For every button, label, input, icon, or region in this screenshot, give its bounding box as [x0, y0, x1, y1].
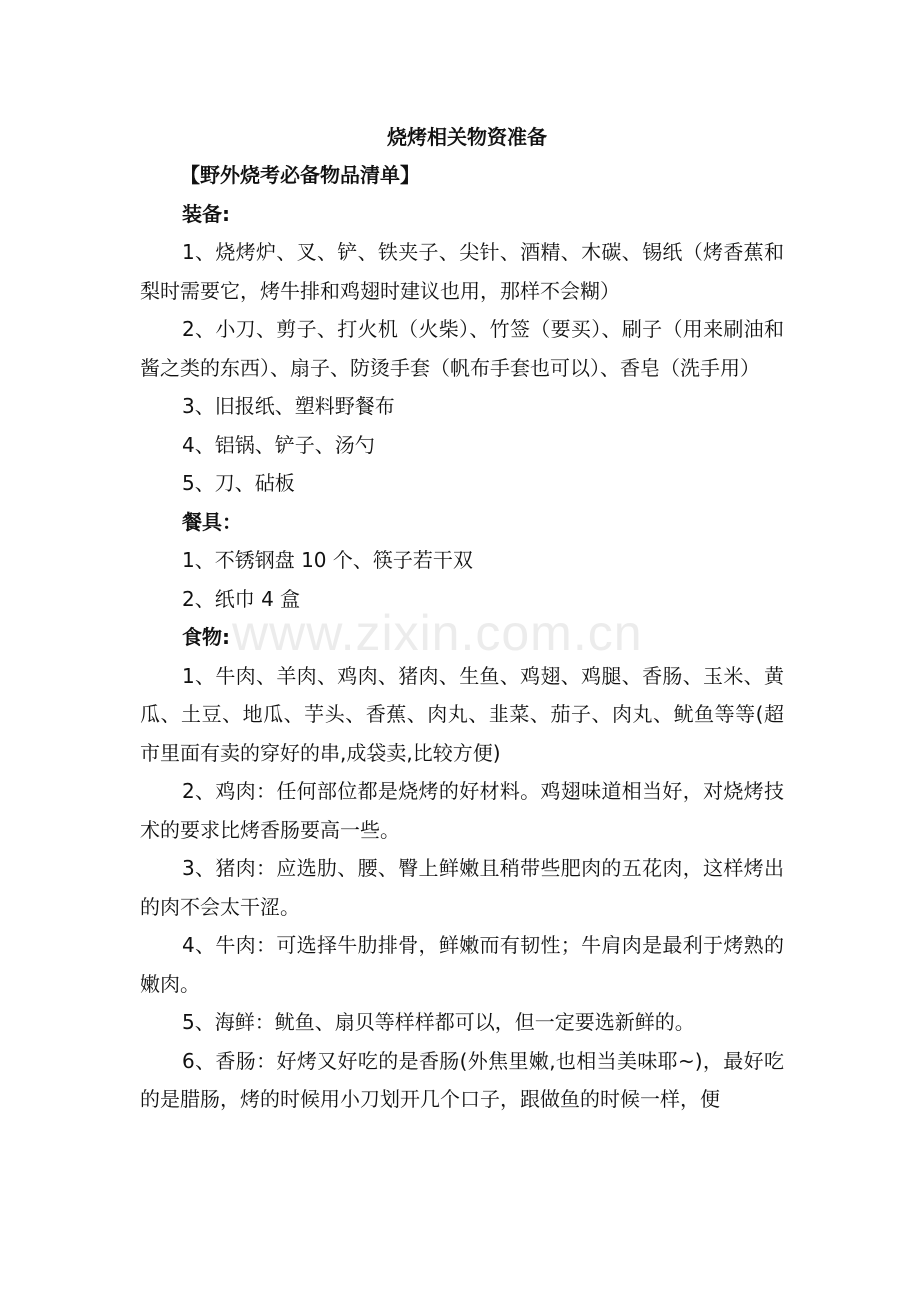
food-item: 1、牛肉、羊肉、鸡肉、猪肉、生鱼、鸡翅、鸡腿、香肠、玉米、黄瓜、土豆、地瓜、芋头、香蕉、肉丸、韭菜、茄子、肉丸、鱿鱼等等(超市里面有卖的穿好的串,成袋卖,比较方便) — [140, 663, 784, 765]
document-body — [140, 118, 784, 1119]
equipment-item: 2、小刀、剪子、打火机（火柴）、竹签（要买）、刷子（用来刷油和酱之类的东西）、扇子、防烫手套（帆布手套也可以）、香皂（洗手用） — [140, 317, 784, 380]
document-title: 烧烤相关物资准备 — [387, 125, 547, 149]
document-subtitle: 【野外烧考必备物品清单】 — [180, 163, 420, 187]
tableware-heading: 餐具： — [182, 509, 242, 534]
food-item: 2、鸡肉：任何部位都是烧烤的好材料。鸡翅味道相当好，对烧烤技术的要求比烤香肠要高一些。 — [140, 779, 784, 842]
equipment-item: 4、铝锅、铲子、汤勺 — [182, 432, 375, 457]
watermark: www.zixin.com.cn — [232, 605, 643, 661]
tableware-item: 2、纸巾 4 盒 — [182, 586, 301, 611]
food-item: 5、海鲜：鱿鱼、扇贝等样样都可以，但一定要选新鲜的。 — [182, 1010, 695, 1034]
food-item: 6、香肠：好烤又好吃的是香肠(外焦里嫩,也相当美味耶~)，最好吃的是腊肠，烤的时候用小刀划开几个口子，跟做鱼的时候一样，便 — [140, 1048, 784, 1111]
equipment-item: 3、旧报纸、塑料野餐布 — [182, 394, 395, 418]
equipment-item: 1、烧烤炉、叉、铲、铁夹子、尖针、酒精、木碳、锡纸（烤香蕉和梨时需要它，烤牛排和鸡翅时建议也用，那样不会糊） — [140, 240, 784, 303]
food-item: 3、猪肉：应选肋、腰、臀上鲜嫩且稍带些肥肉的五花肉，这样烤出的肉不会太干涩。 — [140, 856, 784, 919]
food-item: 4、牛肉：可选择牛肋排骨，鲜嫩而有韧性；牛肩肉是最利于烤熟的嫩肉。 — [140, 933, 784, 996]
equipment-item: 5、刀、砧板 — [182, 471, 295, 495]
equipment-heading: 装备: — [182, 201, 230, 226]
tableware-item: 1、不锈钢盘 10 个、筷子若干双 — [182, 548, 473, 572]
food-heading: 食物: — [182, 625, 230, 649]
